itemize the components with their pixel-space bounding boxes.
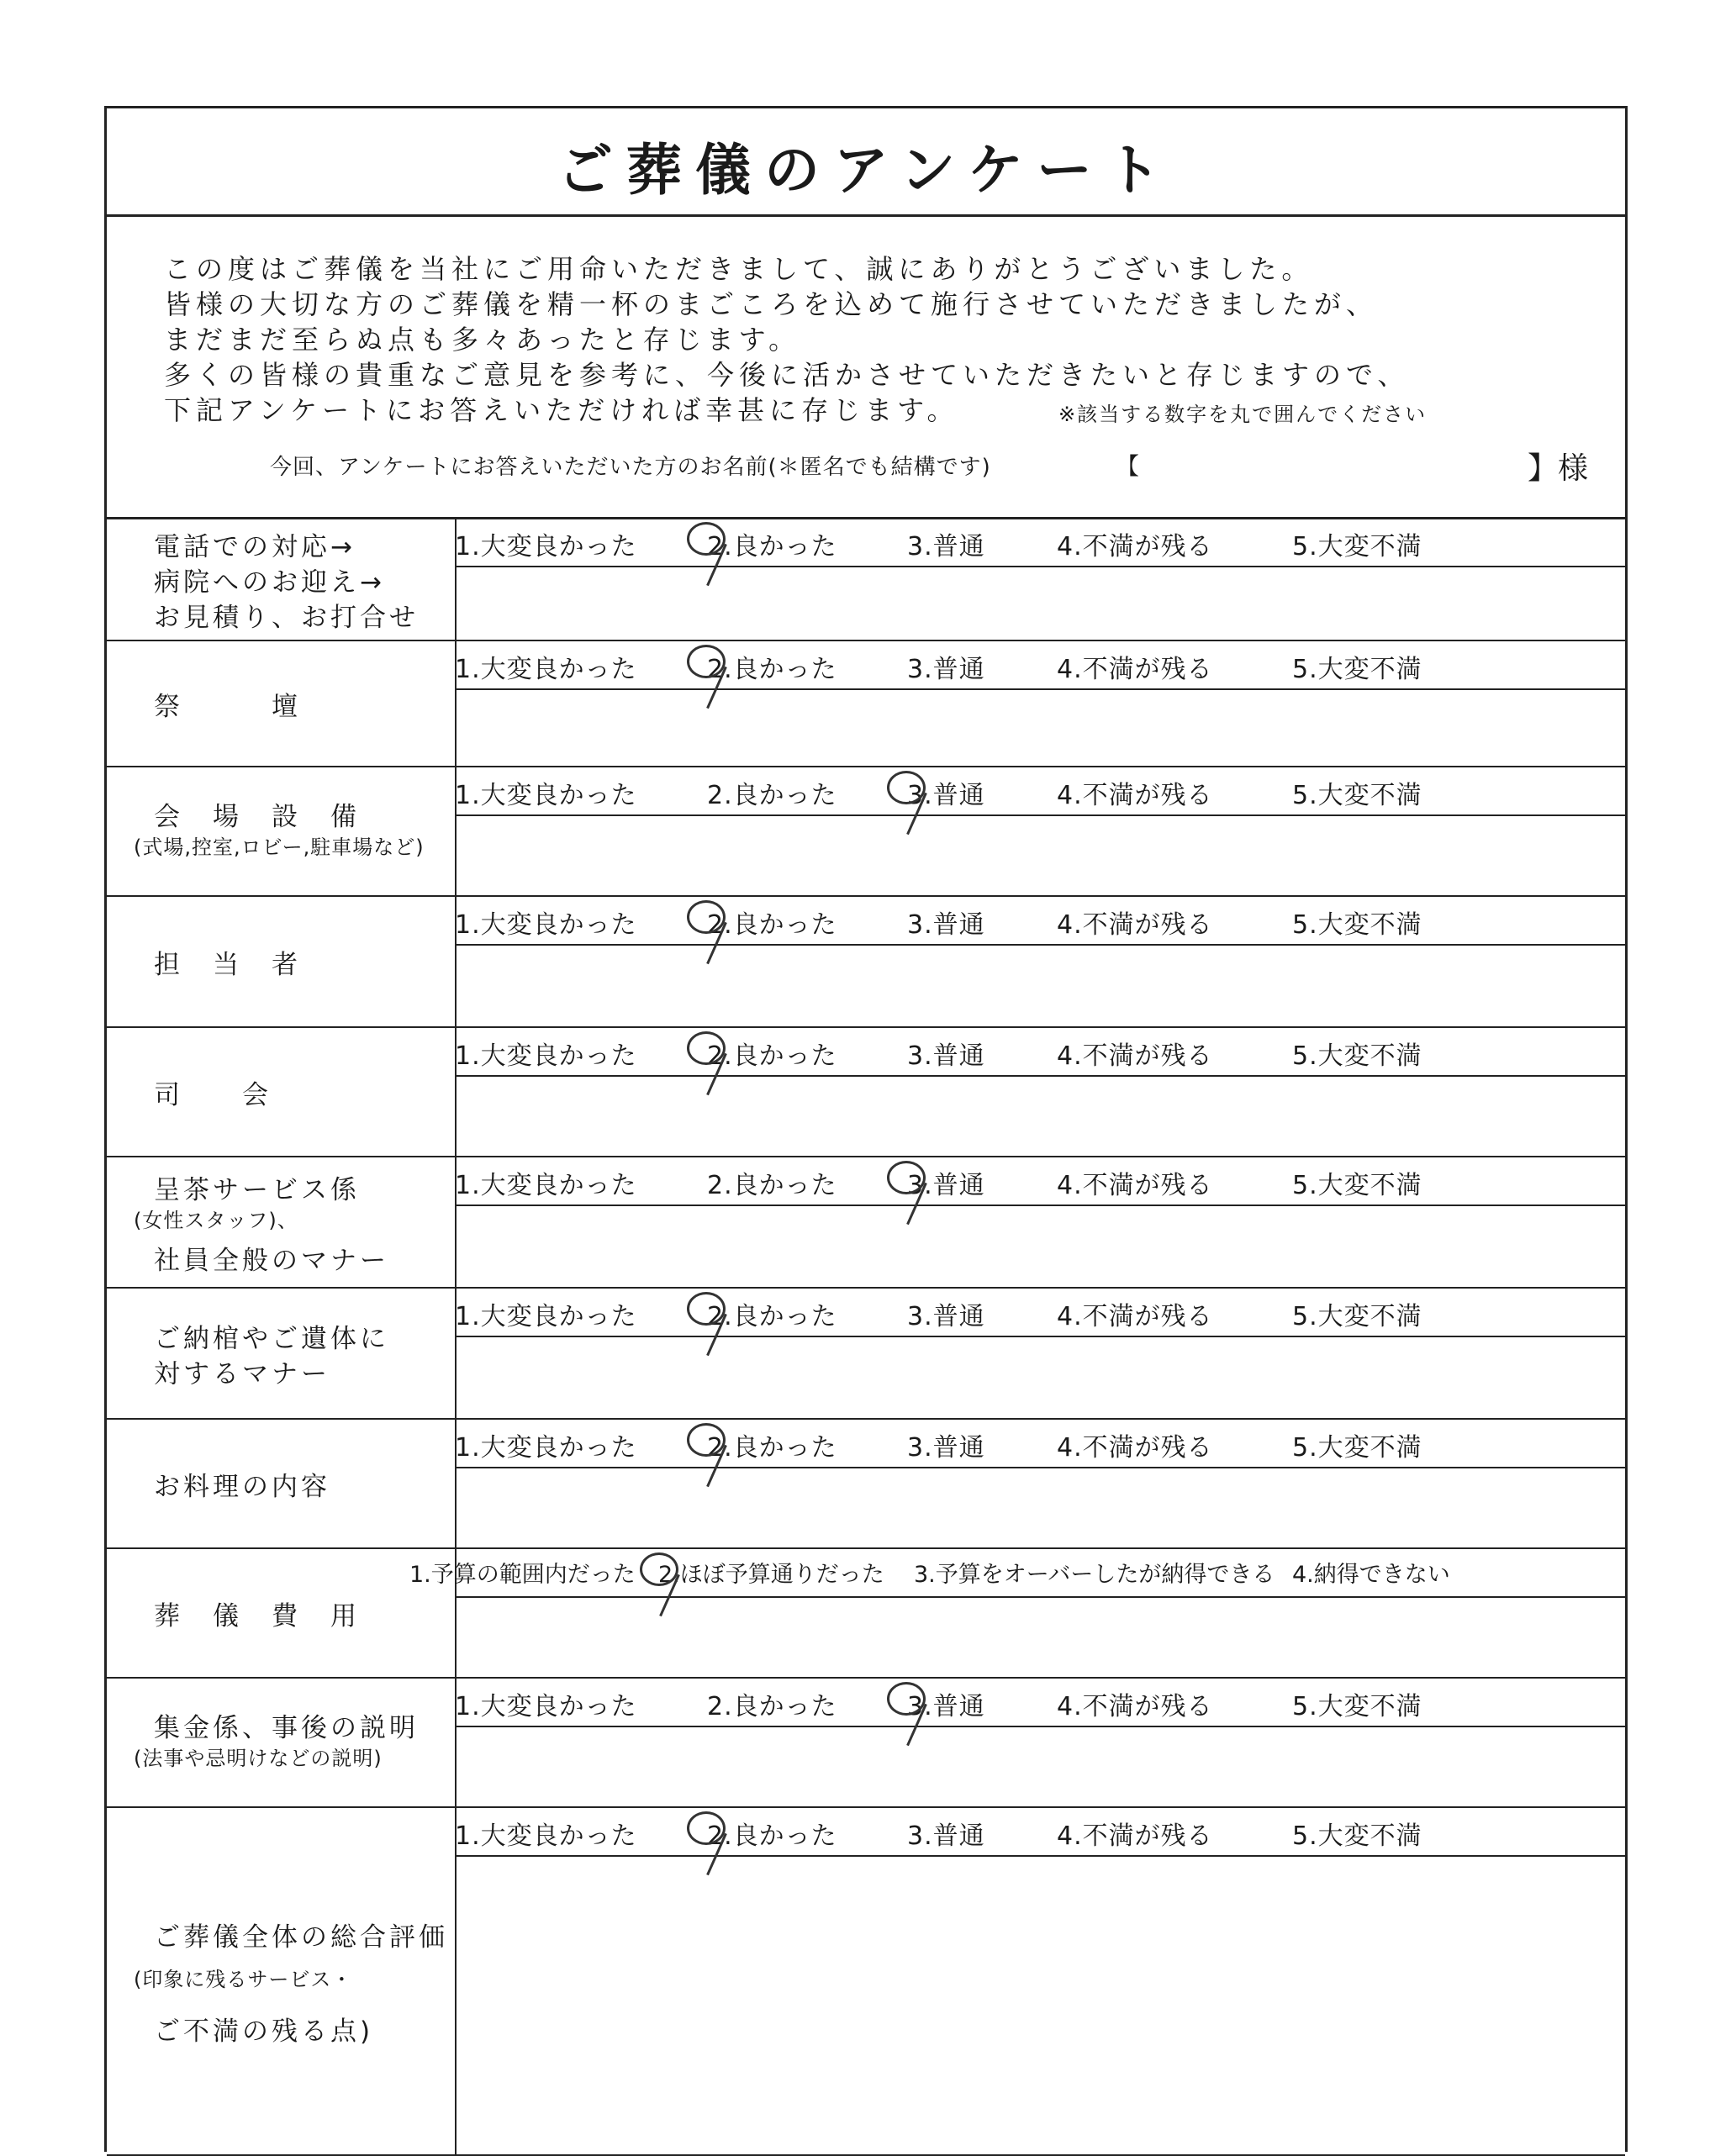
rating-option[interactable]: 4.不満が残る [1057, 1302, 1213, 1331]
question-row [107, 1026, 1625, 1157]
question-row [107, 895, 1625, 1028]
intro-line: この度はご葬儀を当社にご用命いただきまして、誠にありがとうございました。 [164, 253, 1314, 285]
rating-option[interactable]: 1.大変良かった [455, 655, 637, 684]
question-row [107, 517, 1625, 641]
rating-option[interactable]: 3.普通 [907, 910, 985, 940]
question-label-text: 病院へのお迎え→ [154, 567, 385, 598]
rating-option[interactable]: 3.普通 [907, 532, 985, 561]
question-label-text: お見積り、お打合せ [154, 603, 419, 633]
selected-circle-mark [887, 1682, 926, 1716]
rating-options [457, 1026, 1625, 1077]
question-label-text: 司 会 [154, 1080, 272, 1110]
selected-circle-mark [887, 1161, 926, 1194]
rating-option[interactable]: 1.大変良かった [455, 1171, 637, 1200]
survey-sheet [104, 106, 1628, 2152]
selected-circle-mark [687, 1811, 726, 1845]
rating-option[interactable]: 2.良かった [707, 1041, 837, 1071]
rating-options [457, 1418, 1625, 1468]
rating-options [457, 640, 1625, 690]
rating-option[interactable]: 5.大変不満 [1292, 1433, 1422, 1463]
rating-option[interactable]: 2.良かった [707, 781, 837, 810]
selected-circle-mark [687, 645, 726, 678]
question-label [107, 895, 457, 1026]
rating-option[interactable]: 5.大変不満 [1292, 1692, 1422, 1721]
question-label-text: 担 当 者 [154, 950, 301, 980]
rating-option[interactable]: 3.予算をオーバーしたが納得できる [914, 1562, 1275, 1588]
rating-options [457, 1287, 1625, 1337]
rating-option[interactable]: 5.大変不満 [1292, 1821, 1422, 1851]
rating-option[interactable]: 2.良かった [707, 532, 837, 561]
question-label-text: 会 場 設 備 [154, 802, 360, 832]
rating-option[interactable]: 3.普通 [907, 1041, 985, 1071]
rating-option[interactable]: 5.大変不満 [1292, 910, 1422, 940]
question-label-text: 対するマナー [154, 1359, 330, 1389]
rating-option[interactable]: 4.不満が残る [1057, 781, 1213, 810]
title-row [107, 108, 1625, 217]
rating-option[interactable]: 2.良かった [707, 1821, 837, 1851]
rating-option[interactable]: 2.良かった [707, 1433, 837, 1463]
question-row [107, 1677, 1625, 1808]
question-label-text: ご納棺やご遺体に [154, 1324, 389, 1354]
name-prompt: 今回、アンケートにお答えいただいた方のお名前(＊匿名でも結構です) [270, 455, 991, 480]
rating-option[interactable]: 1.大変良かった [455, 1302, 637, 1331]
question-row [107, 1418, 1625, 1549]
selected-circle-mark [687, 522, 726, 556]
question-label-text: ご不満の残る点) [154, 2016, 374, 2047]
question-label [107, 1026, 457, 1156]
rating-option[interactable]: 1.予算の範囲内だった [409, 1562, 636, 1588]
rating-options [457, 1156, 1625, 1206]
question-label [107, 1677, 457, 1806]
selected-circle-mark [687, 1292, 726, 1326]
intro-line: 皆様の大切な方のご葬儀を精一杯のまごころを込めて施行させていただきましたが、 [164, 288, 1379, 320]
question-row [107, 1547, 1625, 1679]
rating-option[interactable]: 2.良かった [707, 1302, 837, 1331]
rating-option[interactable]: 5.大変不満 [1292, 1302, 1422, 1331]
question-label-text: ご葬儀全体の総合評価 [154, 1922, 448, 1953]
question-label-text: 電話での対応→ [154, 532, 356, 562]
rating-option[interactable]: 5.大変不満 [1292, 655, 1422, 684]
rating-option[interactable]: 1.大変良かった [455, 1433, 637, 1463]
rating-option[interactable]: 4.不満が残る [1057, 1692, 1213, 1721]
rating-option[interactable]: 4.不満が残る [1057, 1041, 1213, 1071]
rating-option[interactable]: 4.不満が残る [1057, 1171, 1213, 1200]
page-title: ご葬儀のアンケート [557, 138, 1175, 203]
rating-option[interactable]: 2.良かった [707, 655, 837, 684]
question-label [107, 766, 457, 895]
intro-line: 多くの皆様の貴重なご意見を参考に、今後に活かさせていただきたいと存じますので、 [164, 359, 1410, 391]
rating-option[interactable]: 4.納得できない [1292, 1562, 1450, 1588]
rating-option[interactable]: 3.普通 [907, 655, 985, 684]
question-label-text: (女性スタッフ)、 [134, 1209, 298, 1232]
selected-circle-mark [687, 1423, 726, 1457]
question-label-text: 集金係、事後の説明 [154, 1713, 419, 1743]
rating-option[interactable]: 4.不満が残る [1057, 1821, 1213, 1851]
rating-option[interactable]: 1.大変良かった [455, 1821, 637, 1851]
rating-options [457, 517, 1625, 567]
question-row [107, 1806, 1625, 2156]
rating-option[interactable]: 3.普通 [907, 1171, 985, 1200]
rating-option[interactable]: 2.良かった [707, 1171, 837, 1200]
selected-circle-mark [887, 771, 926, 804]
rating-option[interactable]: 5.大変不満 [1292, 532, 1422, 561]
question-label-text: 呈茶サービス係 [154, 1175, 360, 1205]
rating-option[interactable]: 1.大変良かった [455, 781, 637, 810]
question-label-text: 葬 儀 費 用 [154, 1601, 360, 1631]
instruction-note: ※該当する数字を丸で囲んでください [1058, 403, 1428, 426]
rating-options [409, 1547, 1625, 1598]
question-label [107, 1806, 457, 2154]
rating-option[interactable]: 2.良かった [707, 910, 837, 940]
rating-option[interactable]: 3.普通 [907, 1692, 985, 1721]
rating-option[interactable]: 5.大変不満 [1292, 1041, 1422, 1071]
intro-line: 下記アンケートにお答えいただければ幸甚に存じます。 [164, 394, 959, 426]
rating-option[interactable]: 1.大変良かった [455, 1692, 637, 1721]
rating-option[interactable]: 3.普通 [907, 1821, 985, 1851]
question-label [107, 517, 457, 640]
question-label-text: (法事や忌明けなどの説明) [134, 1747, 383, 1770]
rating-option[interactable]: 4.不満が残る [1057, 655, 1213, 684]
rating-option[interactable]: 4.不満が残る [1057, 1433, 1213, 1463]
question-label-text: 祭 壇 [154, 692, 301, 722]
rating-option[interactable]: 2.ほぼ予算通りだった [658, 1562, 884, 1588]
rating-option[interactable]: 1.大変良かった [455, 1041, 637, 1071]
rating-option[interactable]: 1.大変良かった [455, 910, 637, 940]
name-field-close: 】様 [1528, 451, 1589, 486]
question-row [107, 640, 1625, 767]
rating-option[interactable]: 5.大変不満 [1292, 781, 1422, 810]
name-field-open[interactable]: 【 [1116, 452, 1140, 480]
rating-options [457, 766, 1625, 816]
rating-option[interactable]: 4.不満が残る [1057, 532, 1213, 561]
rating-options [457, 1806, 1625, 1857]
question-row [107, 1287, 1625, 1420]
question-label-text: お料理の内容 [154, 1472, 330, 1502]
question-row [107, 766, 1625, 897]
question-label [107, 640, 457, 766]
question-label [107, 1156, 457, 1287]
selected-circle-mark [687, 1031, 726, 1065]
question-label [107, 1418, 457, 1547]
rating-option[interactable]: 3.普通 [907, 781, 985, 810]
question-row [107, 1156, 1625, 1289]
rating-option[interactable]: 3.普通 [907, 1433, 985, 1463]
selected-circle-mark [687, 900, 726, 934]
rating-option[interactable]: 2.良かった [707, 1692, 837, 1721]
question-label-text: (式場,控室,ロビー,駐車場など) [134, 836, 425, 859]
intro-line: まだまだ至らぬ点も多々あったと存じます。 [164, 324, 801, 356]
question-label-text: 社員全般のマナー [154, 1246, 389, 1276]
rating-option[interactable]: 3.普通 [907, 1302, 985, 1331]
selected-circle-mark [640, 1552, 678, 1586]
rating-option[interactable]: 1.大変良かった [455, 532, 637, 561]
rating-option[interactable]: 4.不満が残る [1057, 910, 1213, 940]
question-label-text: (印象に残るサービス・ [134, 1968, 353, 1991]
question-label [107, 1547, 457, 1677]
question-label [107, 1287, 457, 1418]
rating-option[interactable]: 5.大変不満 [1292, 1171, 1422, 1200]
rating-options [457, 895, 1625, 946]
rating-options [457, 1677, 1625, 1727]
